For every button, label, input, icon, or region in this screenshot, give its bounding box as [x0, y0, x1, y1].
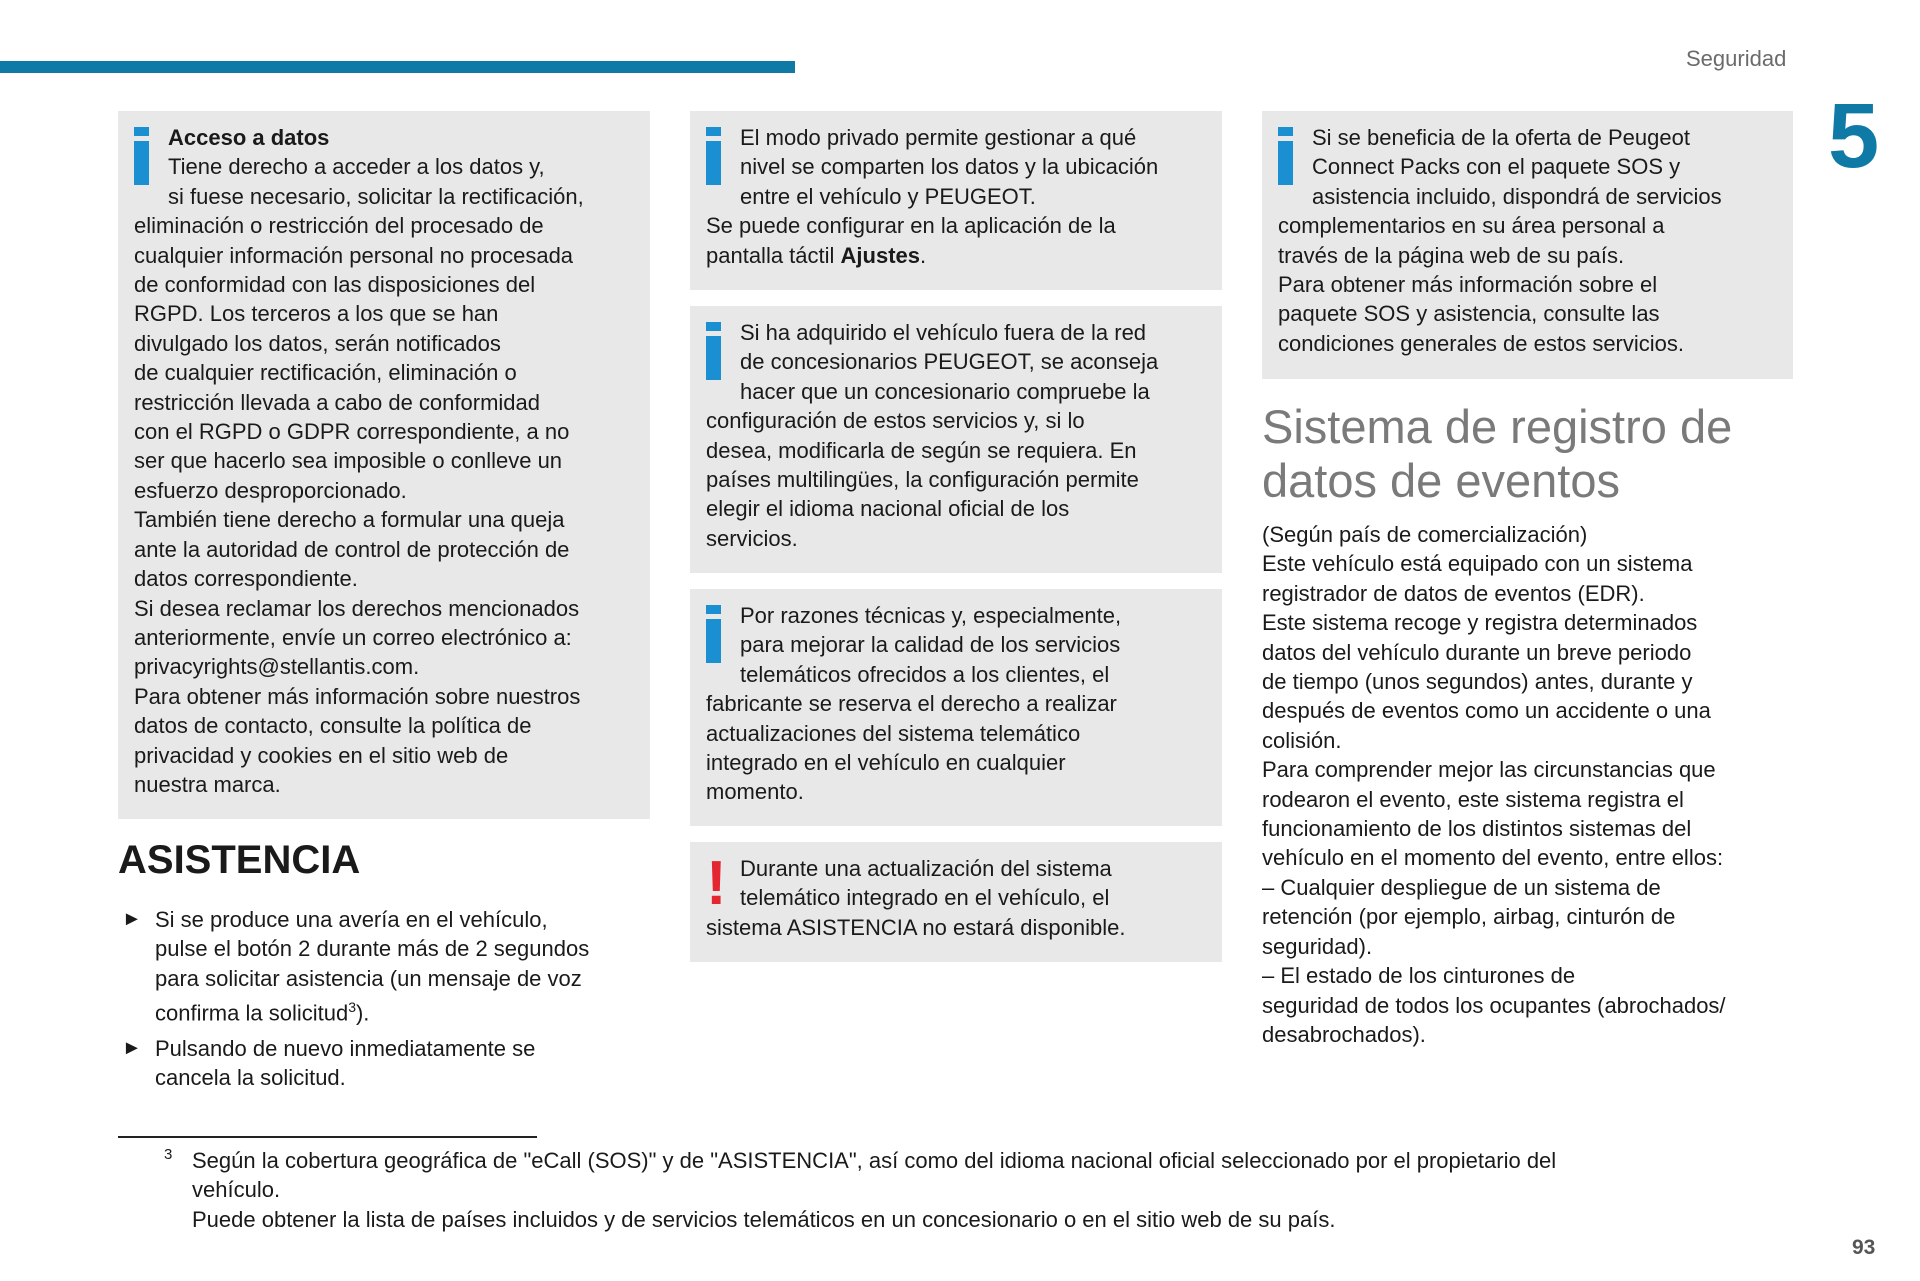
- warning-icon: !: [706, 849, 727, 918]
- edr-body-text: (Según país de comercialización) Este vehículo está equipado con un sistema registrador de datos de eventos (EDR). Este sistema recoge y registra determinados datos del vehículo durante un breve periodo de tiempo (unos segundos) antes, durante y después de eventos como un accidente o una colisión. Para comprender mejor las circunstancias que rodearon el evento, este sistema registra el funcionamiento de los distintos sistemas del vehículo en el momento del evento, entre ellos: – Cualquier despliegue de un sistema de retención (por ejemplo, airbag, cinturón de seguridad). – El estado de los cinturones de seguridad de todos los ocupantes (abrochados/ desabrochados).: [1262, 522, 1726, 1047]
- list-item-text: Si se produce una avería en el vehículo, pulse el botón 2 durante más de 2 segundos para solicitar asistencia (un mensaje de voz confirma la solicitud: [155, 907, 590, 1026]
- list-item-text-end: ).: [355, 1000, 370, 1026]
- box-text-end: .: [920, 242, 927, 268]
- footnote-text: Según la cobertura geográfica de "eCall (SOS)" y de "ASISTENCIA", así como del idioma nacional oficial seleccionado por el propietario del vehículo. Puede obtener la lista de países incluidos y de servicios telemáticos en un concesionario o en el sitio web de su país.: [192, 1148, 1557, 1232]
- settings-label: Ajustes: [840, 242, 921, 268]
- box-text: Durante una actualización del sistema telemático integrado en el vehículo, el sistema ASISTENCIA no estará disponible.: [706, 856, 1126, 940]
- info-icon: [706, 127, 723, 183]
- chapter-number: 5: [1828, 85, 1880, 187]
- info-box-updates: [690, 589, 1222, 826]
- list-item: [122, 1034, 535, 1093]
- heading-edr: Sistema de registro de datos de eventos: [1262, 400, 1733, 507]
- list-item-text: Pulsando de nuevo inmediatamente se cancela la solicitud.: [155, 1036, 536, 1091]
- info-icon: [134, 127, 151, 183]
- info-box-dealer: [690, 306, 1222, 573]
- box-text: Por razones técnicas y, especialmente, para mejorar la calidad de los servicios telemáticos ofrecidos a los clientes, el fabricante se reserva el derecho a realizar actualizaciones del sistema telemático integrado en el vehículo en cualquier momento.: [706, 603, 1122, 805]
- box-text: Si se beneficia de la oferta de Peugeot Connect Packs con el paquete SOS y asistencia incluido, dispondrá de servicios complementarios en su área personal a través de la página web de su país. Para obtener más información sobre el paquete SOS y asistencia, consulte las condiciones generales de estos servicios.: [1278, 125, 1722, 356]
- box-text: Si ha adquirido el vehículo fuera de la red de concesionarios PEUGEOT, se aconseja hacer que un concesionario compruebe la configuración de estos servicios y, si lo desea, modificarla de según se requiera. En países multilingües, la configuración permite elegir el idioma nacional oficial de los servicios.: [706, 320, 1159, 551]
- page-number: 93: [1852, 1236, 1876, 1259]
- header-accent-bar: [0, 61, 795, 73]
- info-box-data-access: [118, 111, 650, 819]
- info-icon: [706, 605, 723, 661]
- info-box-private-mode: [690, 111, 1222, 290]
- footnote-ref: 3: [348, 999, 356, 1016]
- info-box-connect-packs: [1262, 111, 1793, 379]
- arrow-icon: ►: [122, 908, 142, 930]
- arrow-icon: ►: [122, 1037, 142, 1059]
- info-icon: [706, 322, 723, 378]
- section-title: Seguridad: [1686, 46, 1787, 71]
- footnote: [164, 1146, 1556, 1234]
- info-icon: [1278, 127, 1295, 183]
- box-text: El modo privado permite gestionar a qué nivel se comparten los datos y la ubicación entre el vehículo y PEUGEOT. Se puede configurar en la aplicación de la pantalla táctil: [706, 125, 1159, 268]
- box-title: Acceso a datos: [168, 125, 330, 150]
- warning-box-update: [690, 842, 1222, 962]
- footnote-divider: [118, 1136, 537, 1138]
- list-item: [122, 905, 589, 1028]
- box-text: Tiene derecho a acceder a los datos y, si fuese necesario, solicitar la rectificación, eliminación o restricción del procesado de cualquier información personal no procesada de conformidad con las disposiciones del RGPD. Los terceros a los que se han divulgado los datos, serán notificados de cualquier rectificación, eliminación o restricción llevada a cabo de conformidad con el RGPD o GDPR correspondiente, a no ser que hacerlo sea imposible o conlleve un esfuerzo desproporcionado. También tiene derecho a formular una queja ante la autoridad de control de protección de datos correspondiente. Si desea reclamar los derechos mencionados anteriormente, envíe un correo electrónico a: privacyrights@stellantis.com. Para obtener más información sobre nuestros datos de contacto, consulte la política de privacidad y cookies en el sitio web de nuestra marca.: [134, 154, 584, 797]
- footnote-number: 3: [164, 1146, 173, 1163]
- heading-asistencia: ASISTENCIA: [118, 838, 361, 882]
